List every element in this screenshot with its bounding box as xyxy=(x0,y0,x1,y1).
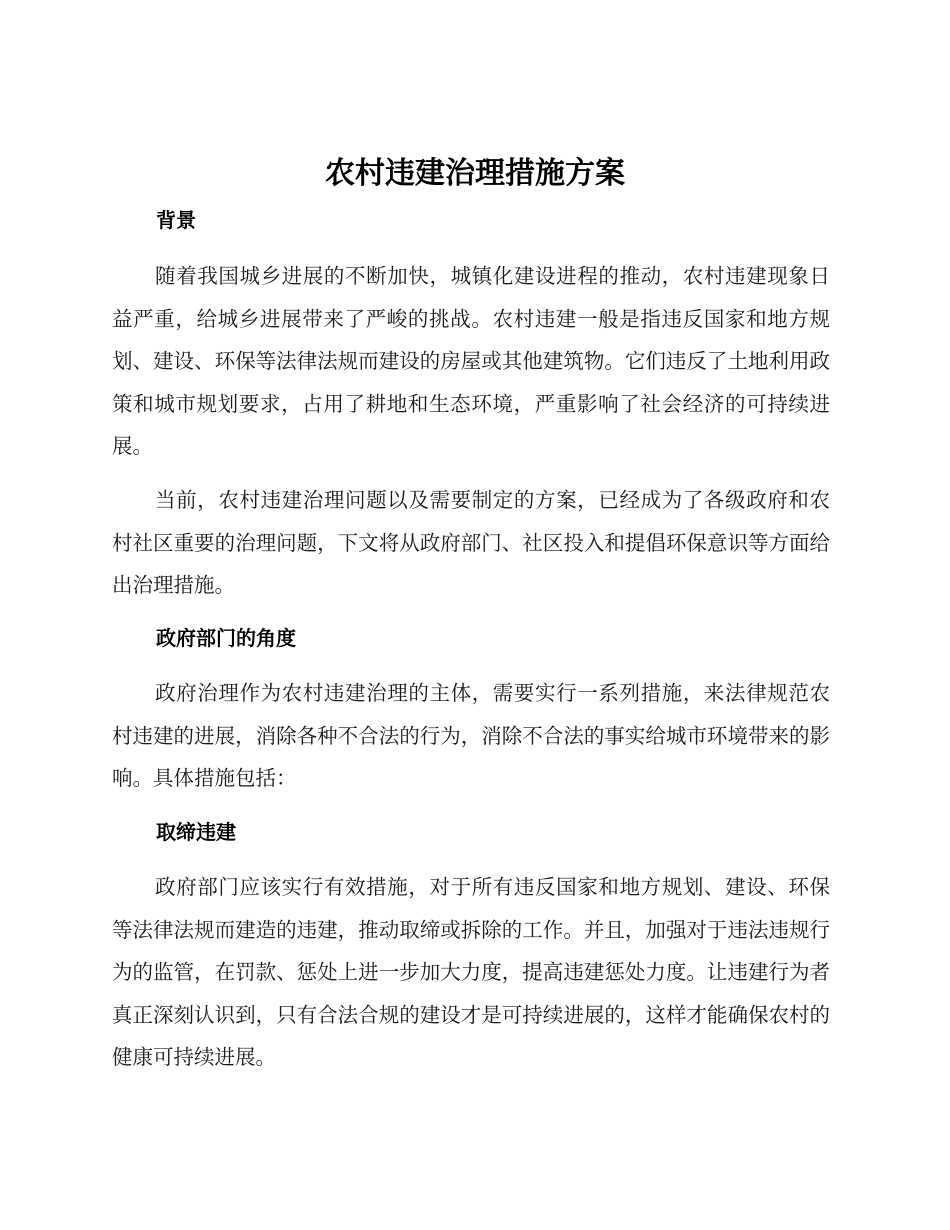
section-heading-government: 政府部门的角度 xyxy=(156,626,296,650)
paragraph-ban-illegal-buildings-1: 政府部门应该实行有效措施，对于所有违反国家和地方规划、建设、环保等法律法规而建造的违建，推动取缔或拆除的工作。并且，加强对于违法违规行为的监管，在罚款、惩处上进一步加大力度，提高违建惩处力度。让违建行为者真正深刻认识到，只有合法合规的建设才是可持续进展的，这样才能确保农村的健康可持续进展。 xyxy=(112,875,830,1069)
paragraph-background-2: 当前，农村违建治理问题以及需要制定的方案，已经成为了各级政府和农村社区重要的治理问题，下文将从政府部门、社区投入和提倡环保意识等方面给出治理措施。 xyxy=(112,488,830,597)
document-title: 农村违建治理措施方案 xyxy=(325,156,625,191)
paragraph-government-1: 政府治理作为农村违建治理的主体，需要实行一系列措施，来法律规范农村违建的进展，消除各种不合法的行为，消除不合法的事实给城市环境带来的影响。具体措施包括： xyxy=(112,681,830,790)
paragraph-background-1: 随着我国城乡进展的不断加快，城镇化建设进程的推动，农村违建现象日益严重，给城乡进展带来了严峻的挑战。农村违建一般是指违反国家和地方规划、建设、环保等法律法规而建设的房屋或其他建筑物。它们违反了土地利用政策和城市规划要求，占用了耕地和生态环境，严重影响了社会经济的可持续进展。 xyxy=(112,264,830,458)
section-heading-background: 背景 xyxy=(156,208,196,232)
section-heading-ban-illegal-buildings: 取缔违建 xyxy=(156,820,236,844)
